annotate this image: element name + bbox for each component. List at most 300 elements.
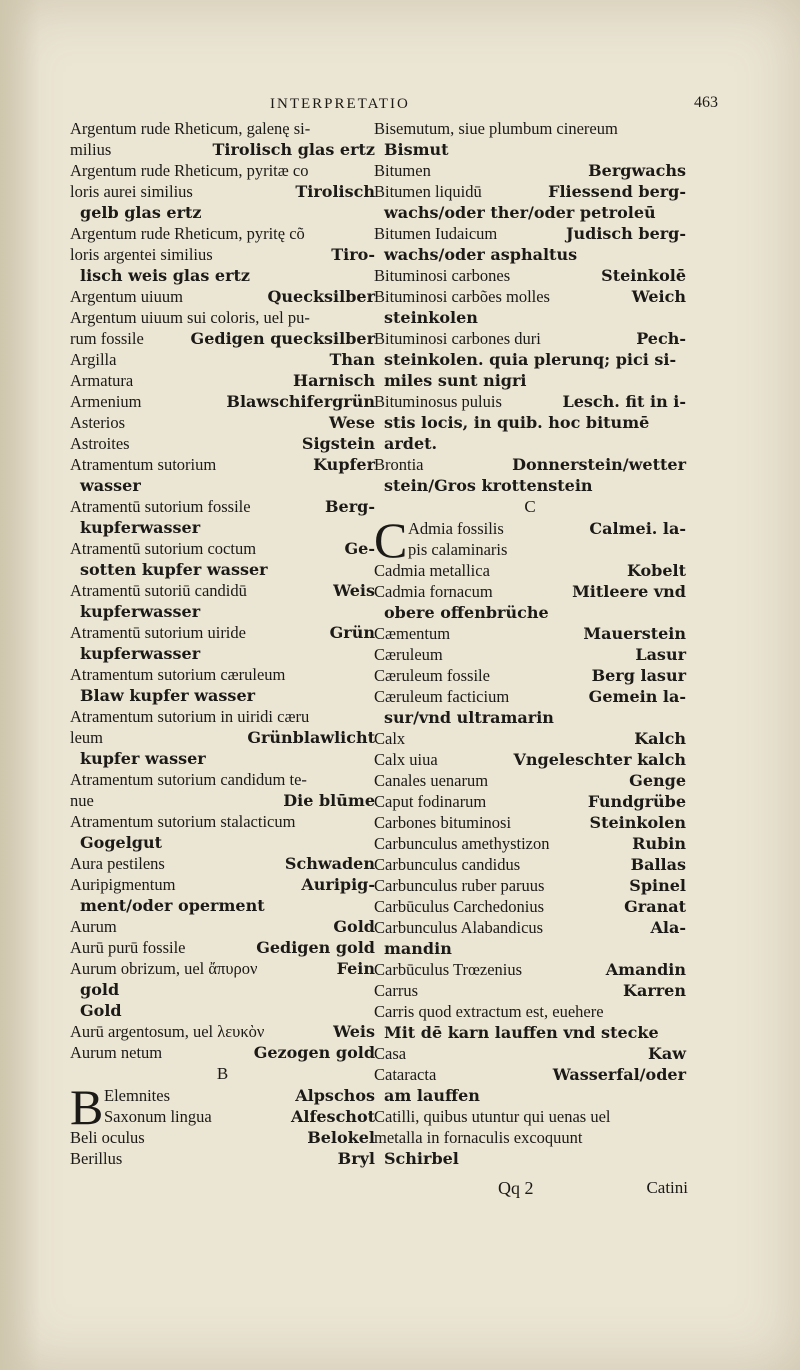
- glossary-line: [104, 1085, 375, 1106]
- latin-term: Aurum obrizum, uel ἄπυρον: [70, 959, 258, 978]
- german-term: Karren: [623, 981, 686, 1000]
- german-continuation: kupfer wasser: [80, 749, 206, 768]
- glossary-line: [374, 644, 686, 665]
- german-term: Kaw: [647, 1044, 686, 1063]
- german-term: Rubin: [632, 834, 686, 853]
- glossary-line: [70, 1042, 375, 1063]
- german-term: Gemein la-: [588, 687, 686, 706]
- german-continuation: stein/Gros krottenstein: [384, 476, 593, 495]
- german-term: Die blūme: [283, 791, 375, 810]
- latin-term: Cæruleum facticium: [374, 687, 510, 706]
- german-term: Weich: [631, 287, 686, 306]
- glossary-entry: [374, 875, 686, 896]
- german-term: Donnerstein/wetter: [512, 455, 686, 474]
- latin-term: Atramentū sutorium fossile: [70, 497, 251, 516]
- glossary-entry: [70, 853, 375, 874]
- glossary-line: [374, 980, 686, 1001]
- glossary-entry: [70, 223, 375, 286]
- glossary-line: [374, 770, 686, 791]
- latin-term: Cataracta: [374, 1065, 437, 1084]
- glossary-line: [374, 917, 686, 938]
- glossary-entry: [70, 370, 375, 391]
- german-continuation: lisch weis glas ertz: [80, 266, 251, 285]
- glossary-entry: [70, 580, 375, 622]
- glossary-entry: [374, 391, 686, 454]
- latin-term: Atramentum sutorium candidum te-: [70, 770, 307, 789]
- glossary-line: [70, 391, 375, 412]
- glossary-line: [70, 853, 375, 874]
- glossary-line: [70, 139, 375, 160]
- german-term: Lesch. fit in i-: [562, 392, 686, 411]
- german-term: Steinkolen: [589, 813, 686, 832]
- latin-term: Cæruleum: [374, 645, 443, 664]
- latin-term: Catilli, quibus utuntur qui uenas uel: [374, 1107, 611, 1126]
- latin-term: Argentum rude Rheticum, galenę si-: [70, 119, 311, 138]
- german-term: Steinkolē: [601, 266, 686, 285]
- latin-term: Casa: [374, 1044, 407, 1063]
- latin-continuation: rum fossile: [70, 329, 144, 348]
- glossary-entry: [70, 958, 375, 1021]
- glossary-entry: [374, 980, 686, 1001]
- german-term: Than: [329, 350, 375, 369]
- german-term: Belokel: [307, 1128, 375, 1147]
- glossary-line: [70, 874, 375, 895]
- german-continuation: stis locis, in quib. hoc bitumē ardet.: [384, 413, 650, 453]
- glossary-entry: [374, 1001, 686, 1043]
- german-term: Fein: [336, 959, 375, 978]
- german-term: Mitleere vnd: [572, 582, 686, 601]
- german-term: Granat: [624, 897, 686, 916]
- glossary-line: [70, 937, 375, 958]
- page-footer: [498, 1178, 688, 1202]
- section-letter: B: [216, 1064, 229, 1083]
- latin-term: Calx uiua: [374, 750, 438, 769]
- german-continuation: kupferwasser: [80, 602, 201, 621]
- latin-continuation: milius: [70, 140, 112, 159]
- german-continuation: Gold: [80, 1001, 122, 1020]
- glossary-entry: [374, 917, 686, 959]
- latin-term: Argentum rude Rheticum, pyritę cõ: [70, 224, 305, 243]
- latin-term: Bitumen Iudaicum: [374, 224, 498, 243]
- german-continuation: steinkolen: [384, 308, 478, 327]
- glossary-entry: [374, 160, 686, 181]
- german-continuation: miles sunt nigri: [384, 371, 527, 390]
- glossary-entry: [70, 706, 375, 769]
- glossary-line: [70, 118, 375, 139]
- glossary-line: [374, 896, 686, 917]
- glossary-line: [70, 580, 375, 601]
- glossary-line: [374, 286, 686, 307]
- latin-term: Brontia: [374, 455, 424, 474]
- latin-term: Atramentū sutorium uiride: [70, 623, 246, 642]
- glossary-line: [70, 328, 375, 349]
- german-term: Ballas: [630, 855, 686, 874]
- german-term: Berg-: [325, 497, 375, 516]
- latin-term: Cadmia fornacum: [374, 582, 493, 601]
- german-term: Pech-: [636, 329, 686, 348]
- german-term: Vngeleschter kalch: [513, 750, 686, 769]
- glossary-entry: [70, 307, 375, 349]
- latin-term: Bituminosi carbões molles: [374, 287, 550, 306]
- german-term: Bergwachs: [588, 161, 686, 180]
- glossary-entry: [374, 118, 686, 160]
- running-header: [270, 94, 718, 118]
- glossary-line: [374, 833, 686, 854]
- german-continuation: steinkolen. quia plerunq; pici si-: [384, 350, 677, 369]
- glossary-line: [70, 706, 375, 727]
- german-continuation: Mit dē karn lauffen vnd stecke: [384, 1023, 659, 1042]
- latin-term: Canales uenarum: [374, 771, 489, 790]
- german-term: Schwaden: [284, 854, 375, 873]
- latin-term: Asterios: [70, 413, 125, 432]
- german-term: Wasserfal/oder: [552, 1065, 686, 1084]
- glossary-entry: [70, 937, 375, 958]
- latin-term: Cæmentum: [374, 624, 451, 643]
- glossary-entry: [374, 812, 686, 833]
- latin-continuation: loris argentei similius: [70, 245, 213, 264]
- german-continuation: Schirbel: [384, 1149, 459, 1168]
- binding-gutter: [0, 0, 40, 1370]
- latin-term: pis calaminaris: [408, 540, 508, 559]
- glossary-line: [374, 623, 686, 644]
- glossary-entry: [374, 833, 686, 854]
- glossary-line: [408, 518, 686, 539]
- latin-term: Argentum uiuum: [70, 287, 183, 306]
- glossary-line: [374, 1043, 686, 1064]
- german-term: Alpschos: [295, 1086, 375, 1105]
- latin-term: Aurum: [70, 917, 117, 936]
- glossary-line: [70, 496, 375, 517]
- page-number: 463: [694, 94, 718, 111]
- latin-term: Atramentū sutoriū candidū: [70, 581, 247, 600]
- latin-term: Carbunculus Alabandicus: [374, 918, 544, 937]
- latin-term: Bitumen: [374, 161, 431, 180]
- latin-term: Carrus: [374, 981, 418, 1000]
- glossary-line: [374, 854, 686, 875]
- latin-term: Atramentum sutorium stalacticum: [70, 812, 296, 831]
- glossary-line: [70, 1021, 375, 1042]
- glossary-entry: [70, 118, 375, 160]
- glossary-line: [70, 454, 375, 475]
- latin-term: Atramentum sutorium: [70, 455, 217, 474]
- german-term: Blawschifergrün: [226, 392, 375, 411]
- german-continuation: kupferwasser: [80, 644, 201, 663]
- glossary-entry: [374, 749, 686, 770]
- german-term: Ala-: [650, 918, 686, 937]
- german-term: Harnisch: [292, 371, 375, 390]
- glossary-entry: [374, 623, 686, 644]
- glossary-entry: [374, 223, 686, 265]
- german-term: Judisch berg-: [565, 224, 686, 243]
- glossary-line: [70, 916, 375, 937]
- glossary-line: [70, 769, 375, 790]
- glossary-line: [70, 1148, 375, 1169]
- glossary-entry: [70, 874, 375, 916]
- latin-term: Admia fossilis: [408, 519, 504, 538]
- german-continuation: mandin: [384, 939, 452, 958]
- latin-continuation: nue: [70, 791, 94, 810]
- glossary-entry: [374, 770, 686, 791]
- initial-entry: [70, 1079, 375, 1135]
- latin-term: Berillus: [70, 1149, 123, 1168]
- glossary-entry: [70, 664, 375, 706]
- german-continuation: sotten kupfer wasser: [80, 560, 268, 579]
- glossary-entry: [70, 160, 375, 223]
- initial-entry-body: [408, 518, 686, 560]
- glossary-line: [374, 1106, 686, 1127]
- glossary-entry: [70, 391, 375, 412]
- german-continuation: Blaw kupfer wasser: [80, 686, 256, 705]
- glossary-entry: [374, 1106, 686, 1169]
- initial-entry-body: [104, 1085, 375, 1127]
- glossary-entry: [70, 1021, 375, 1042]
- german-term: Wese: [328, 413, 375, 432]
- latin-term: Argilla: [70, 350, 117, 369]
- glossary-entry: [374, 454, 686, 496]
- latin-term: Armatura: [70, 371, 134, 390]
- latin-term: Cadmia metallica: [374, 561, 490, 580]
- glossary-entry: [70, 286, 375, 307]
- german-term: Tiro-: [331, 245, 375, 264]
- glossary-entry: [374, 581, 686, 623]
- latin-term: Carbones bituminosi: [374, 813, 512, 832]
- latin-term: Argentum uiuum sui coloris, uel pu-: [70, 308, 310, 327]
- latin-term: Carbūculus Trœzenius: [374, 960, 523, 979]
- glossary-line: [104, 1106, 375, 1127]
- glossary-line: [408, 539, 686, 560]
- glossary-line: [374, 875, 686, 896]
- german-term: Tirolisch: [295, 182, 375, 201]
- latin-term: Bituminosi carbones duri: [374, 329, 541, 348]
- latin-term: Saxonum lingua: [104, 1107, 212, 1126]
- glossary-line: [70, 349, 375, 370]
- german-term: Grünblawlicht: [247, 728, 375, 747]
- glossary-entry: [70, 454, 375, 496]
- glossary-entry: [70, 349, 375, 370]
- german-term: Fundgrübe: [587, 792, 686, 811]
- glossary-line: [70, 412, 375, 433]
- german-continuation: sur/vnd ultramarin: [384, 708, 554, 727]
- latin-term: Beli oculus: [70, 1128, 145, 1147]
- latin-term: Bituminosus puluis: [374, 392, 502, 411]
- glossary-line: [374, 391, 686, 412]
- glossary-line: [374, 181, 686, 202]
- glossary-line: [70, 811, 375, 832]
- latin-term: Auripigmentum: [70, 875, 176, 894]
- section-letter: C: [524, 497, 536, 516]
- latin-term: Aurum netum: [70, 1043, 163, 1062]
- german-term: Alfeschot: [291, 1107, 375, 1126]
- glossary-line: [374, 265, 686, 286]
- german-continuation: wachs/oder asphaltus: [384, 245, 578, 264]
- latin-term: Bituminosi carbones: [374, 266, 511, 285]
- glossary-line: [70, 370, 375, 391]
- glossary-line: [374, 959, 686, 980]
- latin-term: Bisemutum, siue plumbum cinereum: [374, 119, 618, 138]
- glossary-line: [70, 622, 375, 643]
- glossary-entry: [70, 538, 375, 580]
- glossary-entry: [374, 896, 686, 917]
- glossary-entry: [70, 622, 375, 664]
- latin-continuation: leum: [70, 728, 103, 747]
- glossary-line: [70, 223, 375, 244]
- latin-term: Atramentum sutorium in uiridi cæru: [70, 707, 310, 726]
- glossary-line: [374, 749, 686, 770]
- glossary-line: [70, 1127, 375, 1148]
- glossary-entry: [70, 916, 375, 937]
- glossary-line: [374, 1127, 686, 1148]
- latin-term: Armenium: [70, 392, 142, 411]
- glossary-entry: [374, 686, 686, 728]
- latin-term: Argentum rude Rheticum, pyritæ co: [70, 161, 309, 180]
- catchword: Catini: [646, 1178, 688, 1197]
- german-continuation: wasser: [80, 476, 141, 495]
- glossary-line: [70, 307, 375, 328]
- latin-term: Aura pestilens: [70, 854, 165, 873]
- glossary-entry: [70, 769, 375, 811]
- glossary-line: [70, 181, 375, 202]
- glossary-entry: [374, 181, 686, 223]
- glossary-entry: [70, 811, 375, 853]
- latin-term: Carris quod extractum est, euehere: [374, 1002, 604, 1021]
- german-term: Gedigen quecksilber: [190, 329, 375, 348]
- glossary-line: [70, 538, 375, 559]
- german-continuation: Gogelgut: [80, 833, 162, 852]
- german-term: Quecksilber: [267, 287, 375, 306]
- glossary-line: [70, 727, 375, 748]
- german-continuation: am lauffen: [384, 1086, 480, 1105]
- german-term: Amandin: [605, 960, 686, 979]
- glossary-line: [374, 160, 686, 181]
- german-term: Weis: [333, 1022, 375, 1041]
- glossary-entry: [374, 728, 686, 749]
- latin-term: Elemnites: [104, 1086, 170, 1105]
- drop-cap: C: [374, 512, 408, 568]
- glossary-line: [70, 433, 375, 454]
- german-continuation: kupferwasser: [80, 518, 201, 537]
- glossary-line: [374, 1064, 686, 1085]
- glossary-entry: [374, 644, 686, 665]
- german-term: Lasur: [635, 645, 686, 664]
- glossary-line: [374, 812, 686, 833]
- glossary-line: [374, 686, 686, 707]
- glossary-line: [374, 118, 686, 139]
- glossary-line: [70, 160, 375, 181]
- glossary-entry: [70, 1127, 375, 1148]
- glossary-line: [70, 244, 375, 265]
- german-term: Berg lasur: [591, 666, 686, 685]
- german-term: Gedigen gold: [256, 938, 375, 957]
- latin-term: Carbūculus Carchedonius: [374, 897, 545, 916]
- german-term: Bryl: [337, 1149, 375, 1168]
- glossary-line: [374, 560, 686, 581]
- german-term: Spinel: [629, 876, 686, 895]
- german-term: Sigstein: [301, 434, 375, 453]
- latin-continuation: metalla in fornaculis excoquunt: [374, 1128, 583, 1147]
- german-term: Gold: [333, 917, 375, 936]
- latin-term: Carbunculus amethystizon: [374, 834, 550, 853]
- german-continuation: gelb glas ertz: [80, 203, 202, 222]
- latin-term: Carbunculus candidus: [374, 855, 521, 874]
- german-term: Kobelt: [626, 561, 686, 580]
- glossary-line: [374, 728, 686, 749]
- glossary-entry: [374, 665, 686, 686]
- german-term: Kalch: [634, 729, 686, 748]
- latin-term: Aurū purū fossile: [70, 938, 186, 957]
- glossary-entry: [70, 412, 375, 433]
- glossary-entry: [374, 1064, 686, 1106]
- german-term: Ge-: [344, 539, 375, 558]
- glossary-line: [374, 1001, 686, 1022]
- glossary-line: [70, 664, 375, 685]
- german-term: Genge: [629, 771, 686, 790]
- right-column: [374, 118, 686, 1169]
- latin-term: Bitumen liquidū: [374, 182, 482, 201]
- german-continuation: Bismut: [384, 140, 449, 159]
- glossary-entry: [70, 1042, 375, 1063]
- glossary-line: [374, 454, 686, 475]
- glossary-line: [374, 581, 686, 602]
- glossary-entry: [70, 496, 375, 538]
- german-term: Fliessend berg-: [548, 182, 686, 201]
- german-term: Tirolisch glas ertz: [212, 140, 375, 159]
- german-term: Weis: [333, 581, 375, 600]
- german-continuation: wachs/oder ther/oder petroleū: [384, 203, 656, 222]
- drop-cap: B: [70, 1079, 104, 1135]
- glossary-entry: [374, 791, 686, 812]
- german-continuation: gold: [80, 980, 120, 999]
- latin-term: Astroites: [70, 434, 130, 453]
- german-term: Mauerstein: [583, 624, 686, 643]
- german-term: Kupfer: [313, 455, 375, 474]
- glossary-line: [70, 790, 375, 811]
- latin-term: Aurū argentosum, uel λευκὸν: [70, 1022, 265, 1041]
- glossary-line: [374, 223, 686, 244]
- glossary-line: [70, 958, 375, 979]
- glossary-line: [374, 665, 686, 686]
- glossary-entry: [70, 433, 375, 454]
- glossary-entry: [374, 1043, 686, 1064]
- latin-term: Calx: [374, 729, 406, 748]
- latin-term: Cæruleum fossile: [374, 666, 490, 685]
- running-title: INTERPRETATIO: [270, 96, 410, 112]
- latin-term: Atramentū sutorium coctum: [70, 539, 257, 558]
- german-term: Calmei. la-: [589, 519, 686, 538]
- german-continuation: ment/oder operment: [80, 896, 265, 915]
- left-column: [70, 118, 375, 1169]
- glossary-entry: [374, 854, 686, 875]
- glossary-entry: [374, 959, 686, 980]
- german-continuation: obere offenbrüche: [384, 603, 549, 622]
- latin-term: Caput fodinarum: [374, 792, 487, 811]
- latin-term: Carbunculus ruber paruus: [374, 876, 545, 895]
- german-term: Gezogen gold: [253, 1043, 375, 1062]
- signature-mark: Qq 2: [498, 1178, 534, 1198]
- glossary-line: [70, 286, 375, 307]
- glossary-entry: [374, 328, 686, 391]
- german-term: Grün: [329, 623, 375, 642]
- glossary-line: [374, 328, 686, 349]
- glossary-entry: [374, 265, 686, 286]
- glossary-entry: [374, 286, 686, 328]
- glossary-entry: [374, 560, 686, 581]
- glossary-line: [374, 791, 686, 812]
- german-term: Auripig-: [301, 875, 375, 894]
- glossary-entry: [70, 1148, 375, 1169]
- initial-entry: [374, 512, 686, 568]
- latin-continuation: loris aurei similius: [70, 182, 193, 201]
- latin-term: Atramentum sutorium cæruleum: [70, 665, 286, 684]
